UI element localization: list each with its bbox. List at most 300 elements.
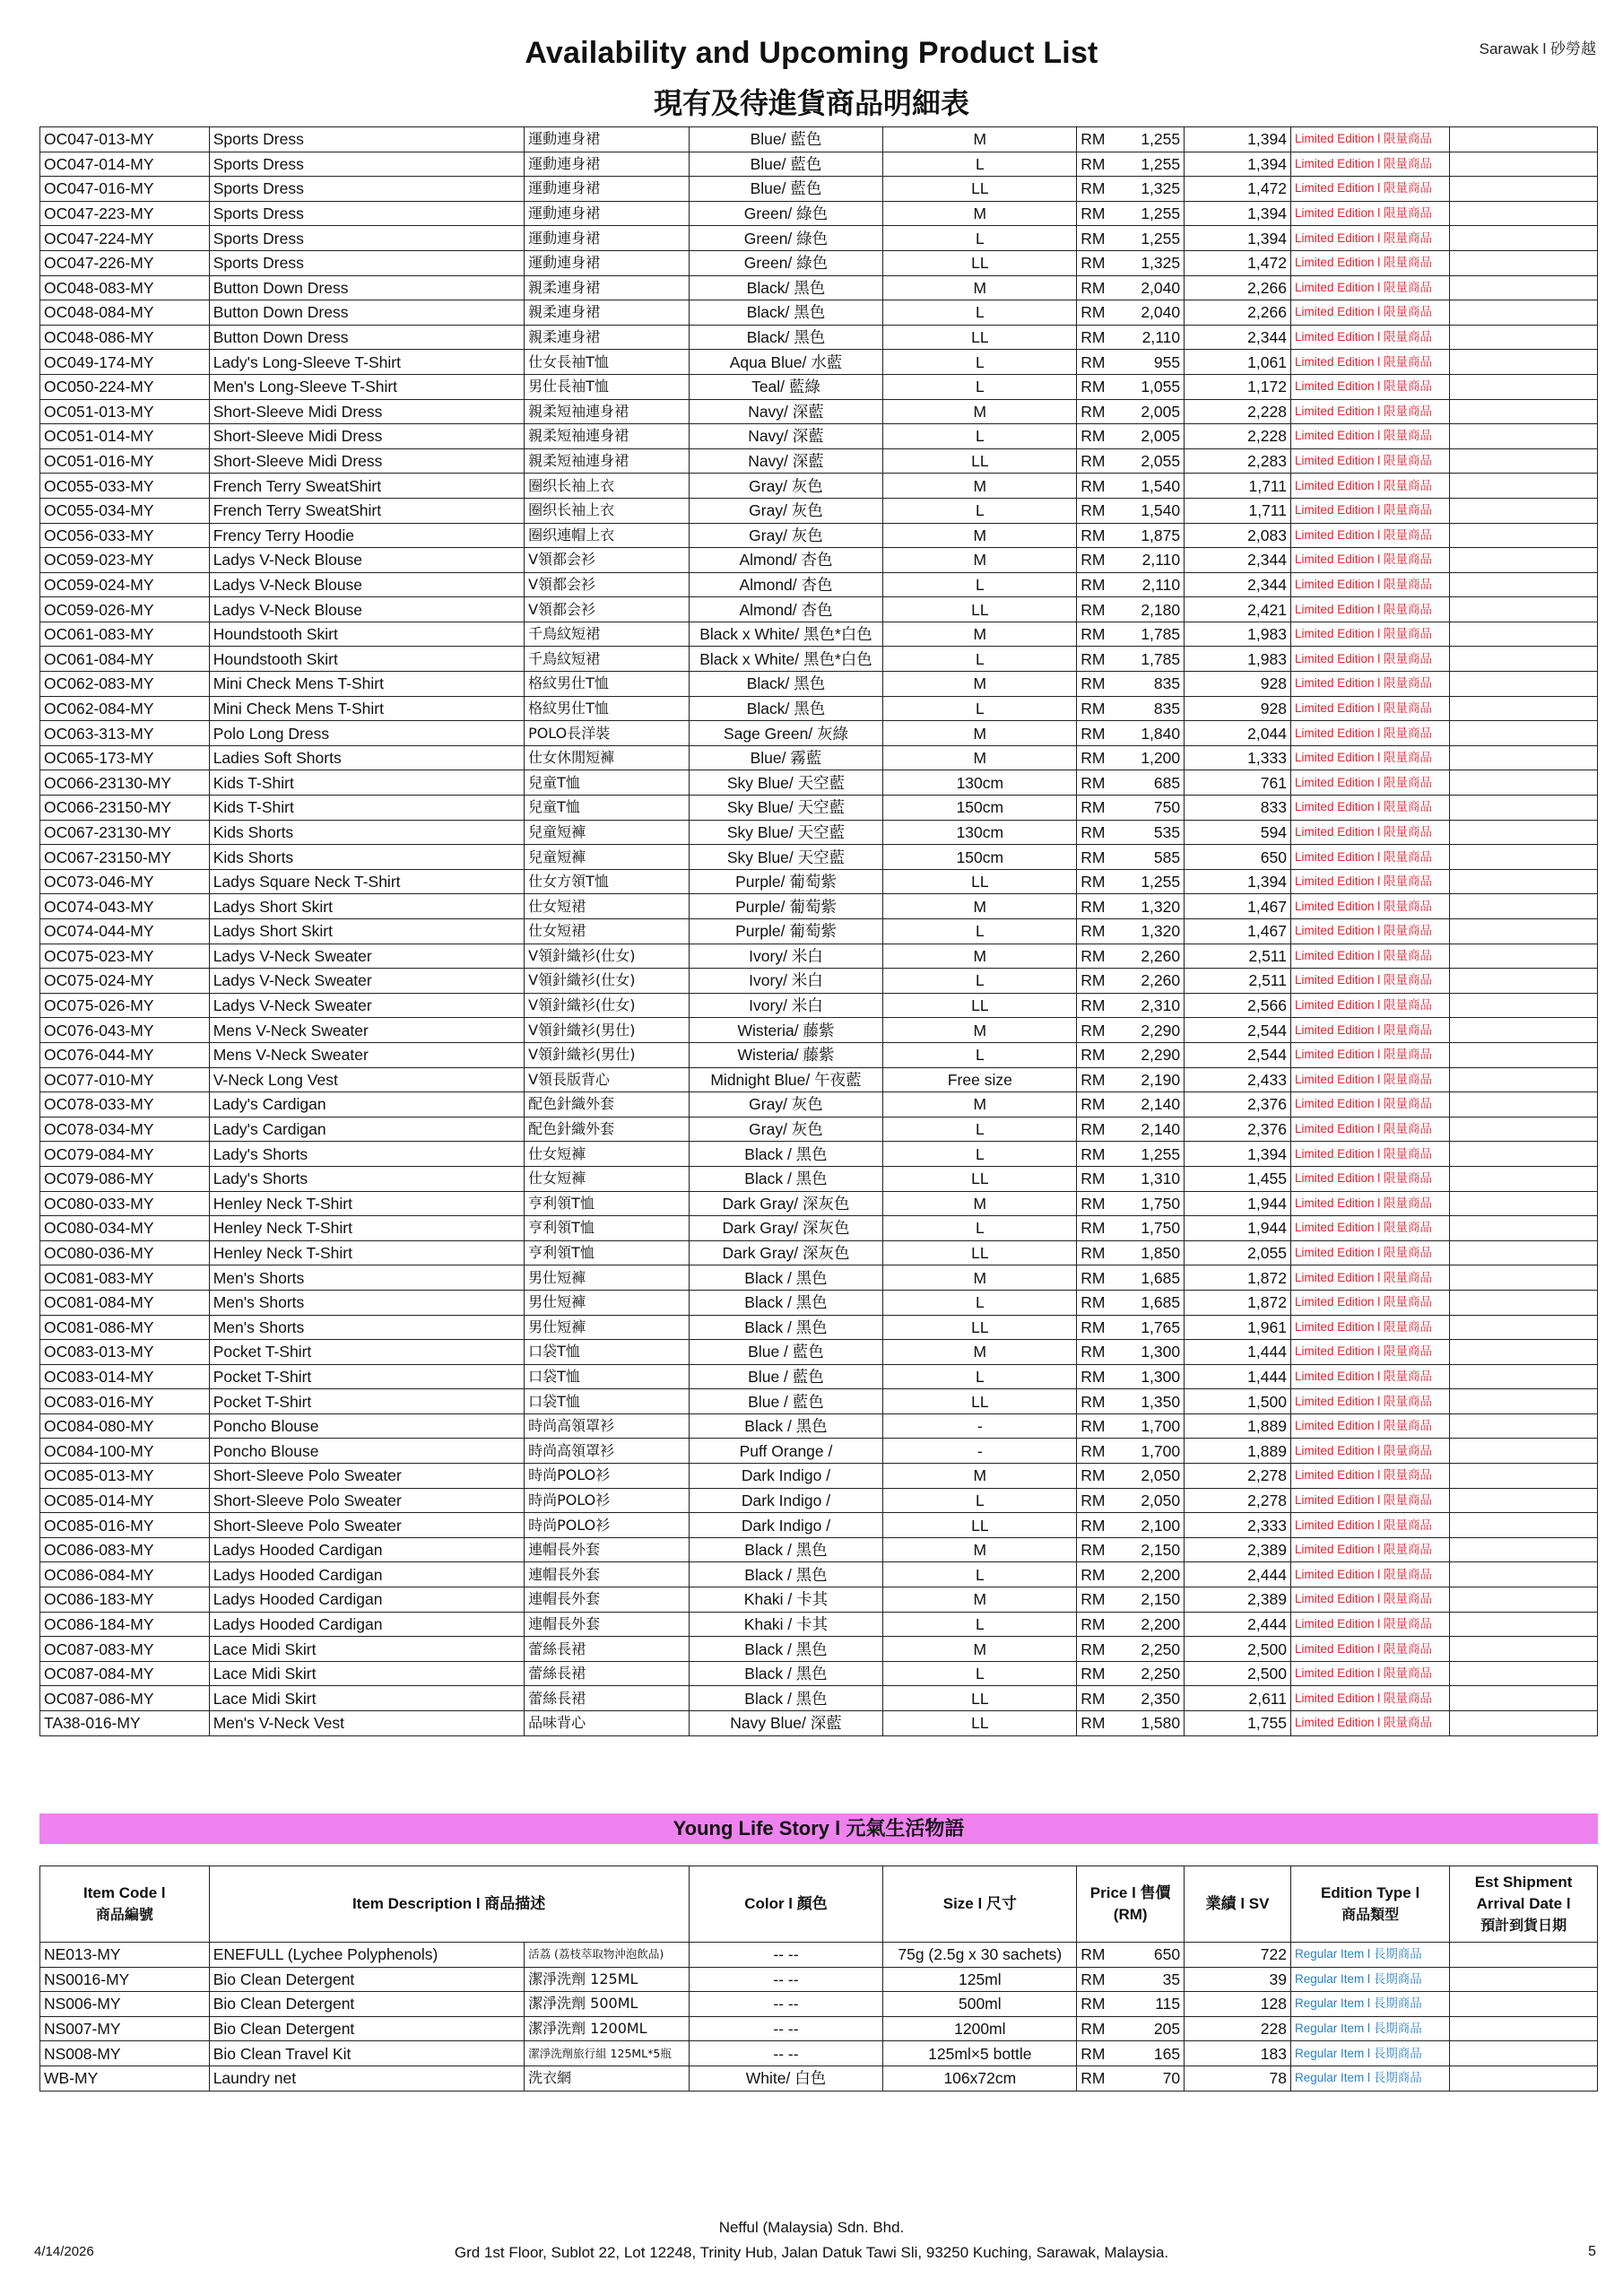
item-size: - — [883, 1439, 1077, 1464]
item-size: M — [883, 1092, 1077, 1118]
arrival-date — [1450, 1117, 1598, 1142]
item-description: Short-Sleeve Polo Sweater — [209, 1513, 524, 1538]
edition-type: Limited Edition l 限量商品 — [1290, 1439, 1449, 1464]
item-color: Black x White/ 黑色*白色 — [689, 647, 883, 672]
currency-label: RM — [1081, 130, 1106, 149]
item-code: OC087-083-MY — [40, 1637, 210, 1662]
item-size: M — [883, 1537, 1077, 1562]
item-size: L — [883, 374, 1077, 399]
item-description-chinese: V領針織衫(仕女) — [525, 944, 690, 969]
item-description-chinese: 連帽長外套 — [525, 1537, 690, 1562]
item-size: L — [883, 350, 1077, 375]
item-code: OC047-013-MY — [40, 127, 210, 152]
table-row — [40, 622, 1598, 647]
arrival-date — [1450, 1389, 1598, 1414]
item-description: Sports Dress — [209, 250, 524, 275]
price-value: 35 — [1162, 1970, 1181, 1988]
edition-type: Limited Edition l 限量商品 — [1290, 770, 1449, 796]
edition-type: Limited Edition l 限量商品 — [1290, 1265, 1449, 1291]
arrival-date — [1450, 548, 1598, 573]
item-sv: 1,394 — [1185, 869, 1291, 894]
item-color: Purple/ 葡萄紫 — [689, 869, 883, 894]
price-value: 2,040 — [1141, 278, 1181, 297]
item-description-chinese: 親柔短袖連身裙 — [525, 448, 690, 474]
table-row — [40, 1439, 1598, 1464]
arrival-date — [1450, 1216, 1598, 1241]
item-sv: 2,611 — [1185, 1686, 1291, 1711]
item-size: M — [883, 523, 1077, 548]
edition-type: Limited Edition l 限量商品 — [1290, 374, 1449, 399]
header-edition-type: Edition Type l 商品類型 — [1290, 1866, 1449, 1943]
edition-type: Limited Edition l 限量商品 — [1290, 721, 1449, 746]
item-description-chinese: V領針織衫(男仕) — [525, 1042, 690, 1067]
price-value: 1,255 — [1141, 1144, 1181, 1163]
arrival-date — [1450, 1142, 1598, 1167]
currency-label: RM — [1081, 427, 1106, 446]
currency-label: RM — [1081, 1590, 1106, 1609]
table-row — [40, 647, 1598, 672]
item-description: Button Down Dress — [209, 325, 524, 350]
table-row — [40, 1018, 1598, 1043]
item-description: Ladys V-Neck Blouse — [209, 597, 524, 622]
item-description-chinese: 潔淨洗劑 125ML — [525, 1967, 690, 1992]
item-color: Wisteria/ 藤紫 — [689, 1042, 883, 1067]
edition-type: Limited Edition l 限量商品 — [1290, 275, 1449, 300]
item-description-chinese: 時尚高領罩衫 — [525, 1439, 690, 1464]
price-value: 1,255 — [1141, 873, 1181, 891]
currency-label: RM — [1081, 328, 1106, 347]
currency-label: RM — [1081, 1565, 1106, 1584]
arrival-date — [1450, 944, 1598, 969]
arrival-date — [1450, 226, 1598, 251]
edition-type: Regular Item l 長期商品 — [1290, 1943, 1449, 1968]
price-value: 1,700 — [1141, 1441, 1181, 1460]
item-sv: 2,500 — [1185, 1637, 1291, 1662]
currency-label: RM — [1081, 773, 1106, 792]
price-value: 1,685 — [1141, 1293, 1181, 1312]
item-code: OC077-010-MY — [40, 1067, 210, 1092]
header-size: Size l 尺寸 — [883, 1866, 1077, 1943]
item-description: Frency Terry Hoodie — [209, 523, 524, 548]
item-sv: 78 — [1185, 2066, 1291, 2091]
table-row — [40, 275, 1598, 300]
table-row — [40, 1464, 1598, 1489]
item-description: Ladies Soft Shorts — [209, 745, 524, 770]
item-price — [1077, 869, 1185, 894]
item-sv: 1,472 — [1185, 250, 1291, 275]
item-code: OC075-024-MY — [40, 969, 210, 994]
edition-type: Limited Edition l 限量商品 — [1290, 1191, 1449, 1216]
price-value: 2,190 — [1141, 1070, 1181, 1089]
currency-label: RM — [1081, 749, 1106, 768]
item-description-chinese: 蕾絲長裙 — [525, 1637, 690, 1662]
item-color: Green/ 綠色 — [689, 250, 883, 275]
item-description-chinese: 男仕長袖T恤 — [525, 374, 690, 399]
item-description-chinese: 圈织連帽上衣 — [525, 523, 690, 548]
item-sv: 2,389 — [1185, 1537, 1291, 1562]
item-code: OC079-086-MY — [40, 1166, 210, 1191]
item-code: OC067-23150-MY — [40, 845, 210, 870]
item-sv: 1,394 — [1185, 127, 1291, 152]
price-value: 2,260 — [1141, 971, 1181, 990]
item-size: LL — [883, 1686, 1077, 1711]
price-value: 1,750 — [1141, 1194, 1181, 1213]
item-code: OC051-013-MY — [40, 399, 210, 424]
item-code: OC047-224-MY — [40, 226, 210, 251]
item-description-chinese: 亨利領T恤 — [525, 1216, 690, 1241]
item-color: Dark Indigo / — [689, 1513, 883, 1538]
currency-label: RM — [1081, 1392, 1106, 1411]
arrival-date — [1450, 572, 1598, 597]
price-value: 1,685 — [1141, 1268, 1181, 1287]
price-value: 1,875 — [1141, 526, 1181, 544]
item-description-chinese: 潔淨洗劑 500ML — [525, 1992, 690, 2017]
table-row — [40, 1943, 1598, 1968]
item-price — [1077, 1340, 1185, 1365]
arrival-date — [1450, 1439, 1598, 1464]
table-row — [40, 1488, 1598, 1513]
item-size: L — [883, 572, 1077, 597]
currency-label: RM — [1081, 204, 1106, 223]
item-description-chinese: 兒童T恤 — [525, 770, 690, 796]
arrival-date — [1450, 325, 1598, 350]
currency-label: RM — [1081, 1995, 1106, 2013]
item-code: OC075-026-MY — [40, 993, 210, 1018]
item-color: Black / 黑色 — [689, 1265, 883, 1291]
item-sv: 1,472 — [1185, 177, 1291, 202]
item-description-chinese: 兒童T恤 — [525, 796, 690, 821]
item-description: Ladys V-Neck Sweater — [209, 969, 524, 994]
item-size: L — [883, 1042, 1077, 1067]
edition-type: Limited Edition l 限量商品 — [1290, 1340, 1449, 1365]
item-description: Button Down Dress — [209, 275, 524, 300]
item-sv: 183 — [1185, 2041, 1291, 2066]
item-color: Black / 黑色 — [689, 1686, 883, 1711]
price-value: 1,580 — [1141, 1714, 1181, 1733]
price-value: 2,110 — [1141, 551, 1181, 570]
item-code: OC062-084-MY — [40, 696, 210, 721]
arrival-date — [1450, 498, 1598, 523]
item-sv: 2,566 — [1185, 993, 1291, 1018]
item-code: OC076-044-MY — [40, 1042, 210, 1067]
item-price — [1077, 1117, 1185, 1142]
item-description-chinese: V領都会衫 — [525, 572, 690, 597]
item-size: L — [883, 1488, 1077, 1513]
currency-label: RM — [1081, 476, 1106, 495]
item-code: OC047-014-MY — [40, 152, 210, 177]
currency-label: RM — [1081, 229, 1106, 248]
item-price — [1077, 1067, 1185, 1092]
price-value: 1,055 — [1141, 378, 1181, 396]
item-description: Sports Dress — [209, 177, 524, 202]
item-price — [1077, 374, 1185, 399]
item-description-chinese: 運動連身裙 — [525, 177, 690, 202]
table-row — [40, 1661, 1598, 1686]
price-value: 1,350 — [1141, 1392, 1181, 1411]
item-sv: 2,344 — [1185, 572, 1291, 597]
item-sv: 1,944 — [1185, 1191, 1291, 1216]
table-row — [40, 1340, 1598, 1365]
item-description-chinese: 亨利領T恤 — [525, 1240, 690, 1265]
item-size: L — [883, 1117, 1077, 1142]
arrival-date — [1450, 1612, 1598, 1637]
item-description: Ladys V-Neck Blouse — [209, 572, 524, 597]
table-row — [40, 300, 1598, 326]
item-code: OC049-174-MY — [40, 350, 210, 375]
item-color: Gray/ 灰色 — [689, 523, 883, 548]
item-description: Lady's Cardigan — [209, 1117, 524, 1142]
table-row — [40, 1166, 1598, 1191]
item-code: OC086-183-MY — [40, 1587, 210, 1613]
item-size: M — [883, 721, 1077, 746]
currency-label: RM — [1081, 303, 1106, 322]
table-row — [40, 1290, 1598, 1315]
arrival-date — [1450, 820, 1598, 845]
edition-type: Limited Edition l 限量商品 — [1290, 1166, 1449, 1191]
item-color: Ivory/ 米白 — [689, 993, 883, 1018]
edition-type: Limited Edition l 限量商品 — [1290, 448, 1449, 474]
item-sv: 1,872 — [1185, 1265, 1291, 1291]
item-size: M — [883, 548, 1077, 573]
table-row — [40, 2016, 1598, 2041]
item-color: Almond/ 杏色 — [689, 572, 883, 597]
item-description-chinese: 品味背心 — [525, 1711, 690, 1736]
item-description-chinese: 男仕短褲 — [525, 1315, 690, 1340]
edition-type: Limited Edition l 限量商品 — [1290, 845, 1449, 870]
item-size: L — [883, 1562, 1077, 1587]
table-row — [40, 399, 1598, 424]
currency-label: RM — [1081, 1516, 1106, 1535]
page-title-chinese: 現有及待進貨商品明細表 — [653, 86, 969, 120]
item-code: OC080-033-MY — [40, 1191, 210, 1216]
item-sv: 1,872 — [1185, 1290, 1291, 1315]
edition-type: Limited Edition l 限量商品 — [1290, 572, 1449, 597]
price-value: 2,140 — [1141, 1095, 1181, 1114]
price-value: 1,310 — [1141, 1170, 1181, 1188]
item-color: Gray/ 灰色 — [689, 1117, 883, 1142]
item-code: OC078-034-MY — [40, 1117, 210, 1142]
item-description: Men's Shorts — [209, 1265, 524, 1291]
item-size: L — [883, 1290, 1077, 1315]
item-price — [1077, 1191, 1185, 1216]
item-description-chinese: 時尚高領罩衫 — [525, 1413, 690, 1439]
item-price — [1077, 1240, 1185, 1265]
currency-label: RM — [1081, 649, 1106, 668]
arrival-date — [1450, 374, 1598, 399]
item-size: L — [883, 696, 1077, 721]
edition-type: Limited Edition l 限量商品 — [1290, 993, 1449, 1018]
table-row — [40, 1562, 1598, 1587]
item-price — [1077, 2041, 1185, 2066]
item-sv: 2,278 — [1185, 1488, 1291, 1513]
item-code: OC062-083-MY — [40, 672, 210, 697]
table-row — [40, 969, 1598, 994]
item-size: L — [883, 1364, 1077, 1389]
item-sv: 1,500 — [1185, 1389, 1291, 1414]
item-description: Kids T-Shirt — [209, 796, 524, 821]
currency-label: RM — [1081, 946, 1106, 965]
item-size: LL — [883, 448, 1077, 474]
currency-label: RM — [1081, 1491, 1106, 1509]
price-value: 1,325 — [1141, 179, 1181, 198]
edition-type: Limited Edition l 限量商品 — [1290, 1364, 1449, 1389]
currency-label: RM — [1081, 1689, 1106, 1708]
item-size: M — [883, 127, 1077, 152]
item-description: Henley Neck T-Shirt — [209, 1216, 524, 1241]
item-color: Sage Green/ 灰綠 — [689, 721, 883, 746]
currency-label: RM — [1081, 2069, 1106, 2088]
currency-label: RM — [1081, 1441, 1106, 1460]
arrival-date — [1450, 1967, 1598, 1992]
item-price — [1077, 796, 1185, 821]
item-code: NS007-MY — [40, 2016, 210, 2041]
header-price: Price l 售價 (RM) — [1077, 1866, 1185, 1943]
table-row — [40, 1042, 1598, 1067]
item-description: Ladys V-Neck Blouse — [209, 548, 524, 573]
item-size: LL — [883, 177, 1077, 202]
item-price — [1077, 424, 1185, 449]
item-code: NE013-MY — [40, 1943, 210, 1968]
arrival-date — [1450, 1943, 1598, 1968]
item-sv: 39 — [1185, 1967, 1291, 1992]
table-row — [40, 1612, 1598, 1637]
page-number: 5 — [1588, 2244, 1596, 2259]
item-code: OC079-084-MY — [40, 1142, 210, 1167]
item-price — [1077, 1711, 1185, 1736]
item-sv: 1,711 — [1185, 474, 1291, 499]
currency-label: RM — [1081, 1343, 1106, 1361]
item-size: M — [883, 944, 1077, 969]
item-description-chinese: POLO長洋裝 — [525, 721, 690, 746]
table-row — [40, 474, 1598, 499]
price-value: 1,785 — [1141, 625, 1181, 644]
price-value: 2,150 — [1141, 1541, 1181, 1560]
item-size: 150cm — [883, 796, 1077, 821]
item-price — [1077, 498, 1185, 523]
item-price — [1077, 1364, 1185, 1389]
price-value: 2,260 — [1141, 946, 1181, 965]
currency-label: RM — [1081, 402, 1106, 421]
table-row — [40, 1240, 1598, 1265]
item-color: Sky Blue/ 天空藍 — [689, 770, 883, 796]
item-color: Purple/ 葡萄紫 — [689, 919, 883, 944]
table-row — [40, 696, 1598, 721]
item-color: Blue/ 霧藍 — [689, 745, 883, 770]
item-description-chinese: 蕾絲長裙 — [525, 1686, 690, 1711]
currency-label: RM — [1081, 1021, 1106, 1039]
item-code: OC087-084-MY — [40, 1661, 210, 1686]
item-code: OC047-016-MY — [40, 177, 210, 202]
item-size: L — [883, 919, 1077, 944]
currency-label: RM — [1081, 996, 1106, 1015]
item-code: OC086-083-MY — [40, 1537, 210, 1562]
item-description-chinese: 口袋T恤 — [525, 1340, 690, 1365]
item-size: M — [883, 894, 1077, 919]
currency-label: RM — [1081, 1219, 1106, 1238]
edition-type: Regular Item l 長期商品 — [1290, 1992, 1449, 2017]
item-description: Short-Sleeve Polo Sweater — [209, 1464, 524, 1489]
table-row — [40, 1067, 1598, 1092]
item-description-chinese: 運動連身裙 — [525, 201, 690, 226]
edition-type: Limited Edition l 限量商品 — [1290, 796, 1449, 821]
item-description: Bio Clean Detergent — [209, 1967, 524, 1992]
item-code: OC083-016-MY — [40, 1389, 210, 1414]
arrival-date — [1450, 152, 1598, 177]
table-row — [40, 1413, 1598, 1439]
item-color: Wisteria/ 藤紫 — [689, 1018, 883, 1043]
currency-label: RM — [1081, 352, 1106, 371]
item-sv: 2,228 — [1185, 399, 1291, 424]
currency-label: RM — [1081, 724, 1106, 743]
item-code: OC066-23150-MY — [40, 796, 210, 821]
item-description: Short-Sleeve Midi Dress — [209, 424, 524, 449]
currency-label: RM — [1081, 1293, 1106, 1312]
item-size: 75g (2.5g x 30 sachets) — [883, 1943, 1077, 1968]
item-price — [1077, 1513, 1185, 1538]
item-code: OC059-026-MY — [40, 597, 210, 622]
item-color: Black x White/ 黑色*白色 — [689, 622, 883, 647]
item-code: TA38-016-MY — [40, 1711, 210, 1736]
item-description: ENEFULL (Lychee Polyphenols) — [209, 1943, 524, 1968]
item-color: Black / 黑色 — [689, 1562, 883, 1587]
arrival-date — [1450, 721, 1598, 746]
item-code: OC066-23130-MY — [40, 770, 210, 796]
edition-type: Limited Edition l 限量商品 — [1290, 1240, 1449, 1265]
item-size: Free size — [883, 1067, 1077, 1092]
price-value: 2,050 — [1141, 1466, 1181, 1485]
price-value: 2,180 — [1141, 600, 1181, 619]
item-price — [1077, 993, 1185, 1018]
item-size: LL — [883, 1513, 1077, 1538]
table-row — [40, 993, 1598, 1018]
price-value: 2,050 — [1141, 1491, 1181, 1509]
price-value: 2,005 — [1141, 402, 1181, 421]
item-size: M — [883, 1018, 1077, 1043]
arrival-date — [1450, 1067, 1598, 1092]
item-size: 125ml×5 bottle — [883, 2041, 1077, 2066]
item-description-chinese: 時尚POLO衫 — [525, 1513, 690, 1538]
item-price — [1077, 300, 1185, 326]
item-description-chinese: 時尚POLO衫 — [525, 1488, 690, 1513]
item-color: Green/ 綠色 — [689, 226, 883, 251]
table-row — [40, 548, 1598, 573]
arrival-date — [1450, 1290, 1598, 1315]
item-price — [1077, 597, 1185, 622]
item-size: M — [883, 622, 1077, 647]
item-sv: 2,228 — [1185, 424, 1291, 449]
edition-type: Limited Edition l 限量商品 — [1290, 300, 1449, 326]
arrival-date — [1450, 745, 1598, 770]
item-description: Ladys V-Neck Sweater — [209, 944, 524, 969]
arrival-date — [1450, 993, 1598, 1018]
edition-type: Limited Edition l 限量商品 — [1290, 1042, 1449, 1067]
item-size: 130cm — [883, 820, 1077, 845]
item-color: Purple/ 葡萄紫 — [689, 894, 883, 919]
header-item-description: Item Description l 商品描述 — [209, 1866, 689, 1943]
item-code: OC084-100-MY — [40, 1439, 210, 1464]
price-value: 2,055 — [1141, 452, 1181, 471]
item-sv: 2,344 — [1185, 548, 1291, 573]
arrival-date — [1450, 1992, 1598, 2017]
item-description: Button Down Dress — [209, 300, 524, 326]
item-code: OC074-044-MY — [40, 919, 210, 944]
item-code: OC059-023-MY — [40, 548, 210, 573]
table-row — [40, 820, 1598, 845]
table-row — [40, 845, 1598, 870]
item-description-chinese: 時尚POLO衫 — [525, 1464, 690, 1489]
item-description: Mens V-Neck Sweater — [209, 1042, 524, 1067]
item-description-chinese: 親柔連身裙 — [525, 300, 690, 326]
